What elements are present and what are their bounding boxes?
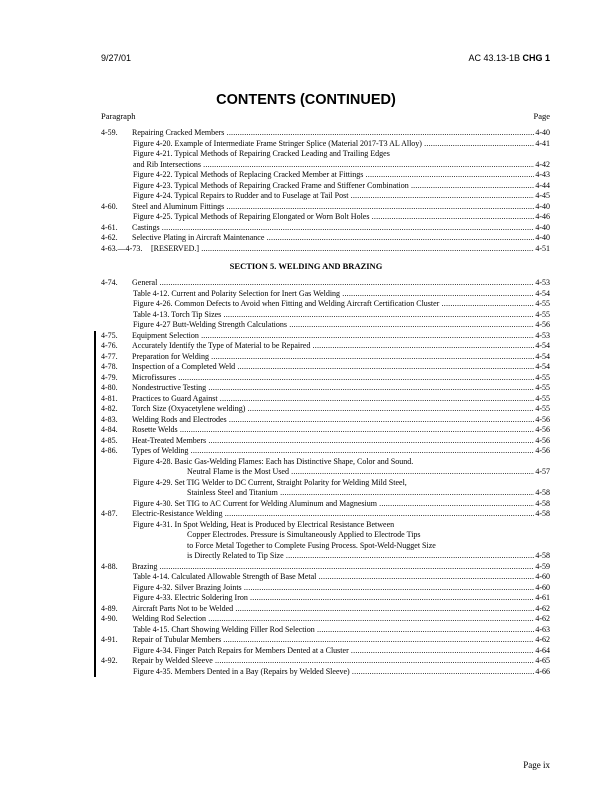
toc-entry — [0, 530, 612, 541]
entry-title: Steel and Aluminum Fittings ..... — [132, 202, 550, 213]
entry-title: General ..... — [132, 278, 550, 289]
entry-title: Repairing Cracked Members ..... — [132, 128, 550, 139]
entry-page: 4-53 — [535, 330, 550, 340]
entry-title: Figure 4-25. Typical Methods of Repairing Elongated or Worn Bolt Holes ..... — [133, 212, 550, 223]
ac-number: AC 43.13-1B — [468, 53, 520, 63]
toc-entry — [0, 562, 612, 573]
entry-page: 4-40 — [535, 222, 550, 232]
toc-entry — [0, 415, 612, 426]
toc-entry — [0, 520, 612, 531]
entry-page: 4-58 — [535, 509, 550, 518]
toc-group-section-5 — [0, 278, 612, 677]
toc-entry — [0, 352, 612, 363]
entry-title: Brazing ..... — [132, 562, 550, 573]
entry-title: Copper Electrodes. Pressure is Simultaneously Applied to Electrode Tips — [187, 530, 421, 539]
toc-entry — [0, 604, 612, 615]
toc-entry — [0, 362, 612, 373]
toc-group-chapter-4 — [0, 128, 612, 254]
change-label: CHG 1 — [522, 53, 550, 63]
toc-entry — [0, 128, 612, 139]
toc-entry — [0, 625, 612, 636]
header-date: 9/27/01 — [101, 53, 132, 63]
entry-page: 4-63 — [535, 624, 550, 634]
entry-page: 4-41 — [535, 138, 550, 148]
entry-title: Figure 4-30. Set TIG to AC Current for Welding Aluminum and Magnesium ..... — [133, 499, 550, 510]
entry-title: Figure 4-29. Set TIG Welder to DC Current, Straight Polarity for Welding Mild Steel, — [133, 477, 407, 487]
revision-change-bar — [94, 331, 96, 678]
page-title: CONTENTS (CONTINUED) — [216, 92, 396, 108]
entry-page: 4-46 — [535, 212, 550, 221]
entry-page: 4-62 — [535, 603, 550, 613]
entry-page: 4-55 — [535, 404, 550, 413]
entry-title: Figure 4-23. Typical Methods of Repairing Cracked Frame and Stiffener Combination ..... — [133, 181, 550, 192]
entry-number: 4-84. — [101, 425, 118, 434]
entry-number: 4-80. — [101, 383, 118, 392]
entry-number: 4-60. — [101, 201, 118, 211]
entry-title: Selective Plating in Aircraft Maintenance ..... — [132, 233, 550, 244]
entry-page: 4-45 — [535, 191, 550, 200]
toc-entry — [0, 244, 612, 255]
entry-title: Figure 4-33. Electric Soldering Iron ..... — [133, 593, 550, 604]
column-header-page: Page — [533, 111, 550, 121]
entry-title: Types of Welding ..... — [132, 446, 550, 457]
header-ac-number — [468, 53, 550, 63]
entry-title: Preparation for Welding ..... — [132, 352, 550, 363]
toc-entry — [0, 212, 612, 223]
entry-number: 4-81. — [101, 393, 118, 403]
toc-entry — [0, 656, 612, 667]
entry-number: 4-91. — [101, 635, 118, 644]
entry-page: 4-43 — [535, 170, 550, 179]
entry-title: Figure 4-24. Typical Repairs to Rudder and to Fuselage at Tail Post ..... — [133, 191, 550, 202]
entry-title: and Rib Intersections ..... — [133, 160, 550, 171]
toc-entry — [0, 509, 612, 520]
entry-number: 4-88. — [101, 561, 118, 571]
entry-title: Repair by Welded Sleeve ..... — [132, 656, 550, 667]
toc-entry — [0, 181, 612, 192]
entry-title: to Force Metal Together to Complete Fusing Process. Spot-Weld-Nugget Size — [187, 540, 436, 550]
entry-page: 4-56 — [535, 414, 550, 424]
entry-title: Table 4-14. Calculated Allowable Strength of Base Metal ..... — [133, 572, 550, 583]
toc-entry — [0, 583, 612, 594]
entry-title: Table 4-15. Chart Showing Welding Filler Rod Selection ..... — [133, 625, 550, 636]
entry-title: Inspection of a Completed Weld ..... — [132, 362, 550, 373]
entry-title: Castings ..... — [132, 223, 550, 234]
entry-page: 4-40 — [535, 128, 550, 137]
entry-page: 4-54 — [535, 351, 550, 361]
entry-number: 4-79. — [101, 372, 118, 382]
toc-entry — [0, 341, 612, 352]
toc-entry — [0, 551, 612, 562]
entry-page: 4-54 — [535, 341, 550, 350]
entry-title: Figure 4-35. Members Dented in a Bay (Repairs by Welded Sleeve) ..... — [133, 667, 550, 678]
toc-entry — [0, 593, 612, 604]
entry-page: 4-55 — [535, 299, 550, 308]
entry-title: Figure 4-34. Finger Patch Repairs for Members Dented at a Cluster ..... — [133, 646, 550, 657]
entry-page: 4-62 — [535, 614, 550, 623]
entry-page: 4-56 — [535, 425, 550, 434]
toc-entry — [0, 646, 612, 657]
entry-page: 4-54 — [535, 288, 550, 298]
toc-entry — [0, 394, 612, 405]
toc-entry — [0, 635, 612, 646]
toc-entry — [0, 160, 612, 171]
entry-title: Table 4-12. Current and Polarity Selection for Inert Gas Welding ..... — [133, 289, 550, 300]
entry-page: 4-62 — [535, 635, 550, 644]
entry-number: 4-92. — [101, 656, 118, 665]
entry-number: 4-74. — [101, 278, 118, 287]
entry-page: 4-61 — [535, 593, 550, 602]
toc-entry — [0, 541, 612, 552]
entry-page: 4-42 — [535, 159, 550, 169]
entry-page: 4-57 — [535, 467, 550, 476]
toc-entry — [0, 139, 612, 150]
entry-page: 4-64 — [535, 645, 550, 655]
entry-page: 4-60 — [535, 582, 550, 592]
entry-title: Accurately Identify the Type of Material to be Repaired ..... — [132, 341, 550, 352]
entry-page: 4-59 — [535, 561, 550, 571]
entry-number: 4-63.—4-73. — [101, 243, 143, 253]
toc-entry — [0, 223, 612, 234]
entry-page: 4-58 — [535, 498, 550, 508]
entry-page: 4-54 — [535, 362, 550, 371]
entry-title: Heat-Treated Members ..... — [132, 436, 550, 447]
entry-title: Welding Rod Selection ..... — [132, 614, 550, 625]
toc-entry — [0, 467, 612, 478]
toc-entry — [0, 233, 612, 244]
entry-title: Figure 4-28. Basic Gas-Welding Flames: Each has Distinctive Shape, Color and Sound. — [133, 456, 414, 466]
entry-page: 4-40 — [535, 201, 550, 211]
entry-page: 4-58 — [535, 551, 550, 560]
entry-page: 4-55 — [535, 393, 550, 403]
entry-title: Repair of Tubular Members ..... — [132, 635, 550, 646]
entry-number: 4-78. — [101, 362, 118, 371]
entry-number: 4-76. — [101, 341, 118, 350]
toc-entry — [0, 614, 612, 625]
entry-title: Figure 4-22. Typical Methods of Replacing Cracked Member at Fittings ..... — [133, 170, 550, 181]
toc-entry — [0, 320, 612, 331]
toc-entry — [0, 278, 612, 289]
entry-number: 4-75. — [101, 330, 118, 340]
toc-entry — [0, 170, 612, 181]
toc-entry — [0, 149, 612, 160]
entry-title: Neutral Flame is the Most Used ..... — [187, 467, 550, 478]
entry-page: 4-56 — [535, 435, 550, 445]
entry-title: Figure 4-21. Typical Methods of Repairing Cracked Leading and Trailing Edges — [133, 149, 390, 158]
entry-number: 4-85. — [101, 435, 118, 445]
entry-page: 4-56 — [535, 446, 550, 455]
toc-entry — [0, 425, 612, 436]
entry-number: 4-77. — [101, 351, 118, 361]
entry-title: is Directly Related to Tip Size ..... — [187, 551, 550, 562]
entry-title: Figure 4-26. Common Defects to Avoid when Fitting and Welding Aircraft Certification Cluster ..... — [133, 299, 550, 310]
entry-title: Figure 4-31. In Spot Welding, Heat is Produced by Electrical Resistance Between — [133, 519, 395, 529]
entry-number: 4-62. — [101, 233, 118, 242]
entry-number: 4-59. — [101, 128, 118, 137]
entry-page: 4-65 — [535, 656, 550, 665]
entry-number: 4-87. — [101, 509, 118, 518]
entry-page: 4-55 — [535, 383, 550, 392]
toc-entry — [0, 331, 612, 342]
entry-title: Welding Rods and Electrodes ..... — [132, 415, 550, 426]
entry-page: 4-55 — [535, 372, 550, 382]
toc-entry — [0, 572, 612, 583]
entry-page: 4-56 — [535, 320, 550, 329]
entry-page: 4-44 — [535, 180, 550, 190]
table-of-contents — [0, 128, 612, 677]
toc-entry — [0, 436, 612, 447]
toc-entry — [0, 299, 612, 310]
toc-entry — [0, 191, 612, 202]
entry-title: Torch Size (Oxyacetylene welding) ..... — [132, 404, 550, 415]
toc-entry — [0, 373, 612, 384]
entry-title: Table 4-13. Torch Tip Sizes ..... — [133, 310, 550, 321]
entry-title: Figure 4-20. Example of Intermediate Frame Stringer Splice (Material 2017-T3 AL Alloy) ..... — [133, 139, 550, 150]
entry-title: Figure 4-27 Butt-Welding Strength Calculations ..... — [133, 320, 550, 331]
entry-title: Practices to Guard Against ..... — [132, 394, 550, 405]
toc-entry — [0, 446, 612, 457]
entry-title: Electric-Resistance Welding ..... — [132, 509, 550, 520]
entry-title: Equipment Selection ..... — [132, 331, 550, 342]
entry-number: 4-89. — [101, 603, 118, 613]
entry-page: 4-51 — [535, 243, 550, 253]
entry-page: 4-66 — [535, 666, 550, 676]
entry-number: 4-86. — [101, 446, 118, 455]
entry-page: 4-55 — [535, 309, 550, 319]
entry-title: Aircraft Parts Not to be Welded ..... — [132, 604, 550, 615]
toc-entry — [0, 404, 612, 415]
toc-entry — [0, 478, 612, 489]
entry-title: [RESERVED.] ..... — [151, 244, 550, 255]
column-header-paragraph: Paragraph — [101, 111, 136, 121]
page-number: Page ix — [523, 760, 550, 770]
entry-title: Stainless Steel and Titanium ..... — [187, 488, 550, 499]
entry-number: 4-61. — [101, 222, 118, 232]
entry-number: 4-90. — [101, 614, 118, 623]
entry-number: 4-82. — [101, 404, 118, 413]
toc-entry — [0, 310, 612, 321]
section-heading: SECTION 5. WELDING AND BRAZING — [229, 261, 383, 271]
entry-page: 4-53 — [535, 278, 550, 287]
toc-entry — [0, 457, 612, 468]
entry-page: 4-58 — [535, 488, 550, 497]
entry-title: Nondestructive Testing ..... — [132, 383, 550, 394]
entry-title: Rosette Welds ..... — [132, 425, 550, 436]
entry-page: 4-60 — [535, 572, 550, 581]
entry-title: Figure 4-32. Silver Brazing Joints ..... — [133, 583, 550, 594]
toc-entry — [0, 667, 612, 678]
entry-number: 4-83. — [101, 414, 118, 424]
toc-entry — [0, 488, 612, 499]
toc-entry — [0, 383, 612, 394]
toc-entry — [0, 499, 612, 510]
entry-page: 4-40 — [535, 233, 550, 242]
toc-entry — [0, 202, 612, 213]
toc-entry — [0, 289, 612, 300]
entry-title: Microfissures ..... — [132, 373, 550, 384]
